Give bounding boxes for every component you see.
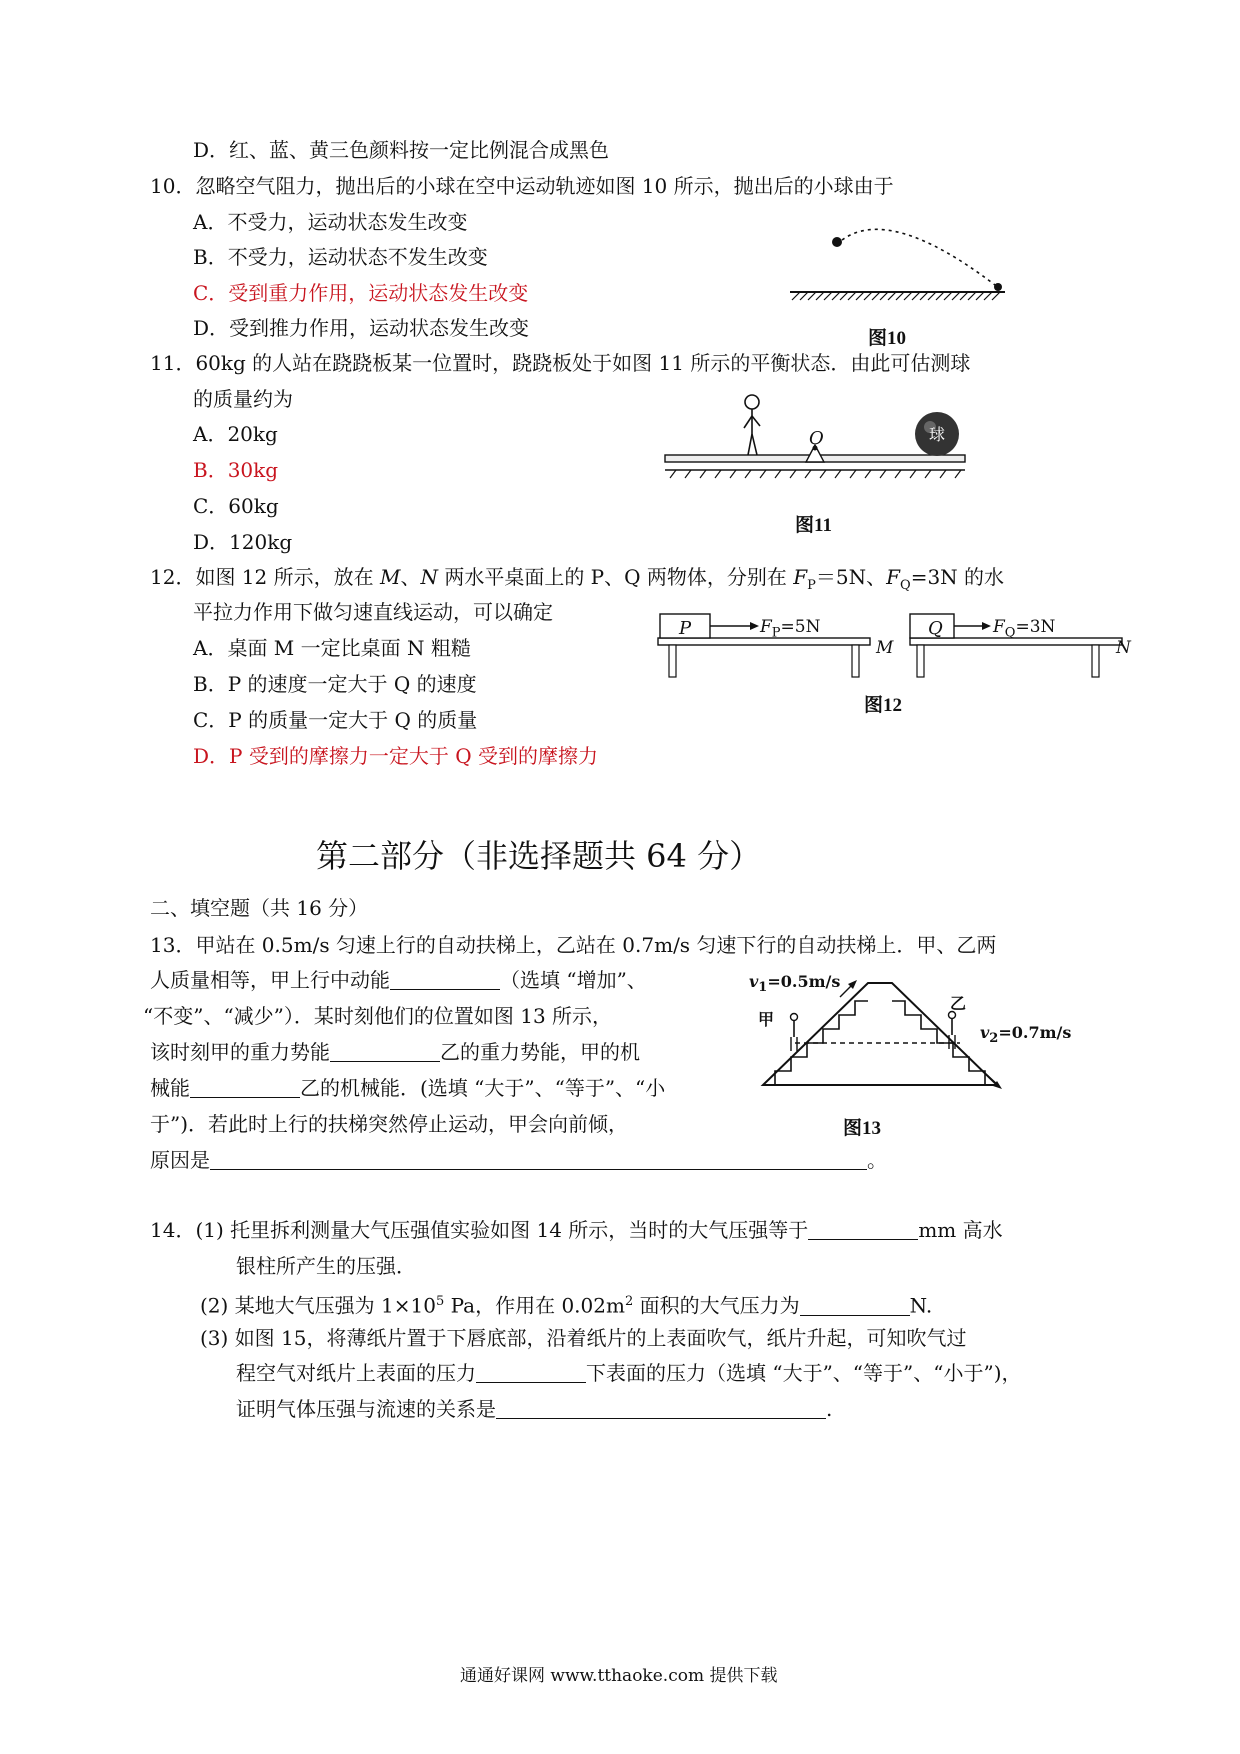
q10-stem: 10．忽略空气阻力，抛出后的小球在空中运动轨迹如图 10 所示，抛出后的小球由于: [150, 174, 894, 198]
q14-part2: (2) 某地大气压强为 $1\times 10^5$ Pa，作用在 $0.02m^2$ 面积的大气压力为 N.: [200, 1293, 933, 1318]
q13-line3: “不变”、“减少”）．某时刻他们的位置如图 13 所示，: [143, 1004, 613, 1028]
section-fill-in: 二、填空题（共 16 分）: [150, 896, 369, 920]
q13-line2: 人质量相等，甲上行中动能 （选填 “增加”、: [150, 968, 647, 992]
q13-line6: 于”)．若此时上行的扶梯突然停止运动，甲会向前倾，: [150, 1112, 629, 1136]
q11-option-c: C．60kg: [193, 494, 279, 518]
q12-stem-line2: 平拉力作用下做匀速直线运动，可以确定: [193, 600, 553, 624]
q10-option-b: B．不受力，运动状态不发生改变: [193, 245, 488, 269]
q14-blank-relation[interactable]: [496, 1398, 826, 1419]
figure-11-ball-label: 球: [929, 425, 946, 444]
q11-stem-line1: 11．60kg 的人站在跷跷板某一位置时，跷跷板处于如图 11 所示的平衡状态．由此可估测球: [150, 351, 971, 375]
figure-12-table-n: N: [1116, 638, 1131, 658]
figure-13-v1: $v_1=0.5m/s$: [749, 972, 841, 996]
figure-12-block-q: Q: [928, 618, 943, 639]
q12-option-a: A．桌面 M 一定比桌面 N 粗糙: [193, 636, 471, 660]
q11-option-d: D．120kg: [193, 530, 293, 554]
q13-blank-mechanical[interactable]: [190, 1077, 300, 1098]
q13-line5: 械能 乙的机械能．(选填 “大于”、“等于”、“小: [150, 1076, 666, 1100]
q14-part3-line2: 程空气对纸片上表面的压力 下表面的压力（选填 “大于”、“等于”、“小于”)，: [236, 1361, 1022, 1385]
q9-option-d: D．红、蓝、黄三色颜料按一定比例混合成黑色: [193, 138, 610, 162]
q14-blank-pressure-compare[interactable]: [476, 1362, 586, 1383]
q13-blank-kinetic[interactable]: [390, 969, 500, 990]
figure-13-jia: 甲: [758, 1010, 775, 1029]
q13-line1: 13．甲站在 0.5m/s 匀速上行的自动扶梯上，乙站在 0.7m/s 匀速下行的自动扶梯上．甲、乙两: [150, 933, 997, 957]
figure-10: [780, 225, 1020, 305]
q10-option-c: C．受到重力作用，运动状态发生改变: [193, 281, 529, 305]
figure-10-caption: 图10: [868, 328, 907, 349]
figure-13-caption: 图13: [843, 1118, 882, 1139]
q14-blank-force[interactable]: [800, 1295, 910, 1316]
q10-option-a: A．不受力，运动状态发生改变: [193, 210, 468, 234]
q11-option-a: A．20kg: [193, 422, 278, 446]
q12-stem-line1: 12．如图 12 所示，放在 M、N 两水平桌面上的 P、Q 两物体，分别在 $F_P=5N$、$F_Q=3N$ 的水: [150, 565, 1005, 593]
q12-option-b: B．P 的速度一定大于 Q 的速度: [193, 672, 477, 696]
figure-11-caption: 图11: [795, 515, 832, 536]
q14-part1-line2: 银柱所产生的压强．: [236, 1254, 416, 1278]
figure-12-caption: 图12: [864, 695, 903, 716]
q13-line4: 该时刻甲的重力势能 乙的重力势能，甲的机: [150, 1040, 640, 1064]
part2-title: 第二部分（非选择题共 64 分）: [316, 837, 762, 875]
q14-part1-line1: 14．(1) 托里拆利测量大气压强值实验如图 14 所示，当时的大气压强等于 mm 高水: [150, 1218, 1003, 1242]
q14-part3-line3: 证明气体压强与流速的关系是 .: [236, 1397, 833, 1421]
q11-option-b: B．30kg: [193, 458, 279, 482]
q13-blank-potential[interactable]: [330, 1041, 440, 1062]
figure-12-force-p: $F_P=5N$: [760, 617, 821, 641]
q12-option-c: C．P 的质量一定大于 Q 的质量: [193, 708, 478, 732]
q10-option-d: D．受到推力作用，运动状态发生改变: [193, 316, 530, 340]
figure-13-yi: 乙: [950, 994, 967, 1013]
figure-12-table-m: M: [876, 638, 894, 658]
q14-part3-line1: (3) 如图 15，将薄纸片置于下唇底部，沿着纸片的上表面吹气，纸片升起，可知吹气过: [200, 1326, 967, 1350]
footer-source: 通通好课网 www.tthaoke.com 提供下载: [460, 1666, 778, 1686]
q12-option-d: D．P 受到的摩擦力一定大于 Q 受到的摩擦力: [193, 744, 598, 768]
figure-13-v2: $v_2=0.7m/s$: [980, 1023, 1072, 1047]
figure-12-block-p: P: [679, 618, 692, 639]
figure-12-force-q: $F_Q=3N$: [993, 617, 1056, 641]
q13-line7: 原因是 。: [150, 1148, 887, 1172]
q13-blank-reason[interactable]: [210, 1149, 867, 1170]
figure-11-pivot-label: O: [809, 428, 824, 449]
q11-stem-line2: 的质量约为: [193, 387, 293, 411]
q14-blank-mm[interactable]: [808, 1219, 918, 1240]
